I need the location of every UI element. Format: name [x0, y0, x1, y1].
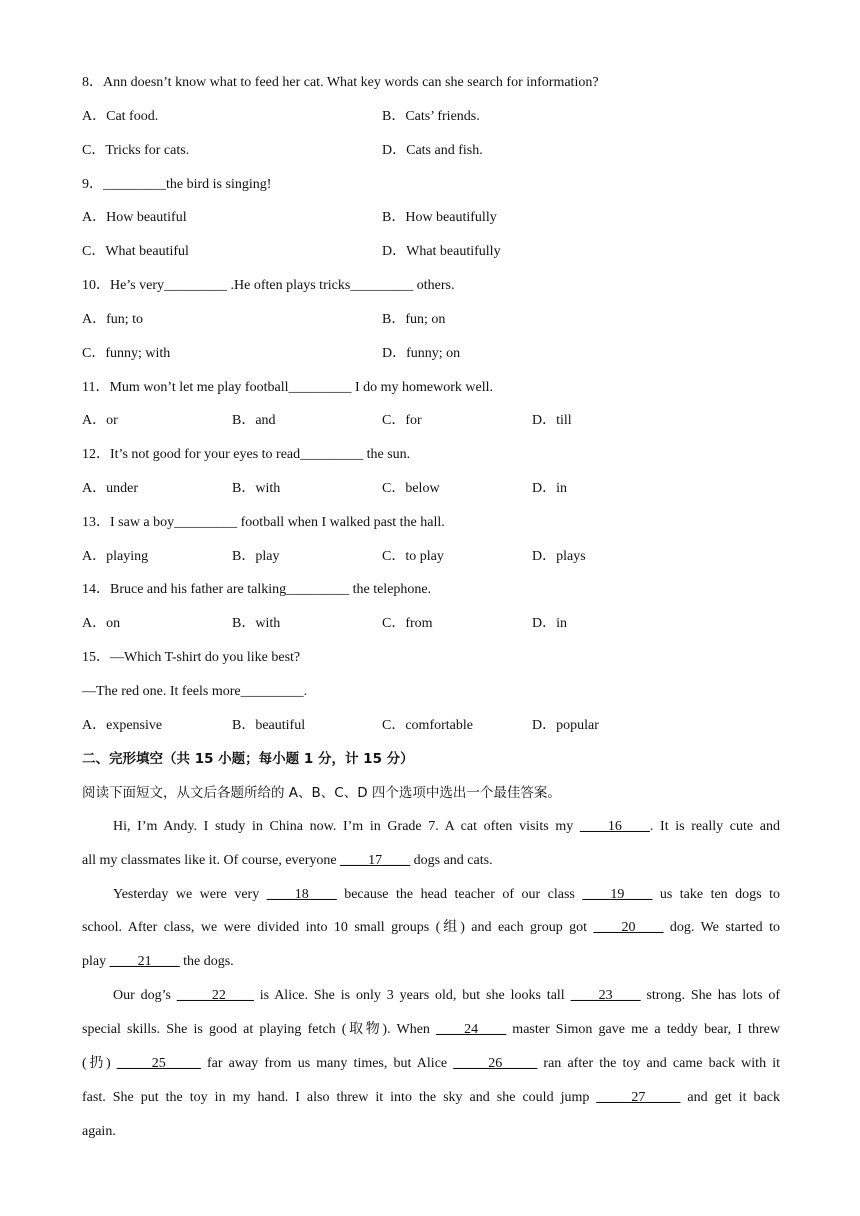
- passage-line: [113, 818, 780, 836]
- option-a: A．Cat food.: [82, 109, 159, 124]
- option-row: [82, 311, 782, 329]
- option-d: D．funny; on: [382, 346, 461, 361]
- question-stem: 8．Ann doesn’t know what to feed her cat. What key words can she search for information?: [82, 75, 599, 90]
- passage-line: [82, 1055, 780, 1073]
- passage-text: Our dog’s: [113, 988, 177, 1003]
- blank-21: ____21____: [109, 954, 180, 969]
- passage-line: [82, 1021, 780, 1039]
- option-row: [82, 717, 782, 735]
- blank-24: ____24____: [436, 1022, 507, 1037]
- section-heading: 二、完形填空（共 15 小题；每小题 1 分，计 15 分）: [82, 751, 414, 767]
- blank-18: ____18____: [266, 887, 337, 902]
- passage-text: all my classmates like it. Of course, everyone: [82, 853, 341, 868]
- passage-line: again.: [82, 1124, 116, 1139]
- blank-19: ____19____: [582, 887, 653, 902]
- option-row: [82, 243, 782, 261]
- option-row: [82, 412, 782, 430]
- option-b: B．How beautifully: [382, 210, 497, 225]
- blank-27: _____27_____: [596, 1090, 681, 1105]
- question-stem: 14．Bruce and his father are talking_________ the telephone.: [82, 582, 432, 597]
- option-c: C．below: [382, 481, 440, 496]
- option-c: C．for: [382, 413, 422, 428]
- option-a: A．on: [82, 616, 121, 631]
- option-row: [82, 548, 782, 566]
- passage-text: strong. She has lots of: [640, 988, 780, 1003]
- option-c: C．funny; with: [82, 346, 171, 361]
- passage-text: play: [82, 954, 110, 969]
- passage-text: us take ten dogs to: [652, 887, 780, 902]
- question-stem: 13．I saw a boy_________ football when I walked past the hall.: [82, 515, 445, 530]
- passage-line: [82, 953, 780, 971]
- passage-text: Hi, I’m Andy. I study in China now. I’m in Grade 7. A cat often visits my: [113, 819, 580, 834]
- blank-26: _____26_____: [453, 1056, 538, 1071]
- option-d: D．till: [532, 413, 572, 428]
- question-stem-reply: —The red one. It feels more_________.: [82, 684, 308, 699]
- option-a: A．How beautiful: [82, 210, 187, 225]
- passage-text: special skills. She is good at playing fetch (取物). When: [82, 1022, 437, 1037]
- passage-text: Yesterday we were very: [113, 887, 267, 902]
- passage-text: because the head teacher of our class: [336, 887, 583, 902]
- passage-text: far away from us many times, but Alice: [200, 1056, 454, 1071]
- option-b: B．with: [232, 481, 281, 496]
- passage-text: ran after the toy and came back with it: [537, 1056, 781, 1071]
- question-stem: 9．_________the bird is singing!: [82, 177, 272, 192]
- option-a: A．or: [82, 413, 118, 428]
- option-d: D．in: [532, 481, 567, 496]
- question-stem: 15．—Which T-shirt do you like best?: [82, 650, 301, 665]
- option-c: C．What beautiful: [82, 244, 189, 259]
- passage-line: [82, 1089, 780, 1107]
- section-instruction: 阅读下面短文，从文后各题所给的 A、B、C、D 四个选项中选出一个最佳答案。: [82, 785, 561, 801]
- passage-text: dog. We started to: [663, 920, 780, 935]
- blank-16: ____16____: [579, 819, 650, 834]
- option-a: A．under: [82, 481, 138, 496]
- option-d: D．What beautifully: [382, 244, 501, 259]
- option-c: C．comfortable: [382, 718, 473, 733]
- option-row: [82, 615, 782, 633]
- option-b: B．fun; on: [382, 312, 446, 327]
- question-stem: 11．Mum won’t let me play football_________ I do my homework well.: [82, 380, 494, 395]
- option-d: D．in: [532, 616, 567, 631]
- passage-line: [82, 852, 780, 870]
- question-stem: 10．He’s very_________ .He often plays tricks_________ others.: [82, 278, 455, 293]
- option-row: [82, 142, 782, 160]
- passage-line: [113, 886, 780, 904]
- blank-17: ____17____: [340, 853, 411, 868]
- option-b: B．play: [232, 549, 280, 564]
- passage-text: fast. She put the toy in my hand. I also threw it into the sky and she could jump: [82, 1090, 597, 1105]
- blank-25: _____25_____: [116, 1056, 201, 1071]
- passage-text: the dogs.: [179, 954, 234, 969]
- passage-text: . It is really cute and: [649, 819, 780, 834]
- passage-text: is Alice. She is only 3 years old, but she looks tall: [253, 988, 571, 1003]
- option-row: [82, 209, 782, 227]
- option-a: A．playing: [82, 549, 149, 564]
- option-c: C．from: [382, 616, 433, 631]
- option-d: D．popular: [532, 718, 599, 733]
- option-c: C．Tricks for cats.: [82, 143, 190, 158]
- passage-text: master Simon gave me a teddy bear, I threw: [506, 1022, 780, 1037]
- passage-text: school. After class, we were divided into 10 small groups (组) and each group got: [82, 920, 594, 935]
- option-b: B．Cats’ friends.: [382, 109, 480, 124]
- blank-23: ____23____: [570, 988, 641, 1003]
- passage-text: dogs and cats.: [410, 853, 493, 868]
- passage-text: (扔): [82, 1056, 117, 1071]
- option-row: [82, 480, 782, 498]
- option-row: [82, 108, 782, 126]
- option-d: D．Cats and fish.: [382, 143, 483, 158]
- option-d: D．plays: [532, 549, 586, 564]
- option-row: [82, 345, 782, 363]
- passage-line: [113, 987, 780, 1005]
- option-b: B．and: [232, 413, 276, 428]
- passage-text: and get it back: [680, 1090, 780, 1105]
- blank-20: ____20____: [593, 920, 664, 935]
- option-a: A．expensive: [82, 718, 163, 733]
- option-b: B．with: [232, 616, 281, 631]
- option-c: C．to play: [382, 549, 444, 564]
- blank-22: _____22____: [176, 988, 254, 1003]
- option-a: A．fun; to: [82, 312, 144, 327]
- passage-line: [82, 919, 780, 937]
- question-stem: 12．It’s not good for your eyes to read_________ the sun.: [82, 447, 411, 462]
- option-b: B．beautiful: [232, 718, 306, 733]
